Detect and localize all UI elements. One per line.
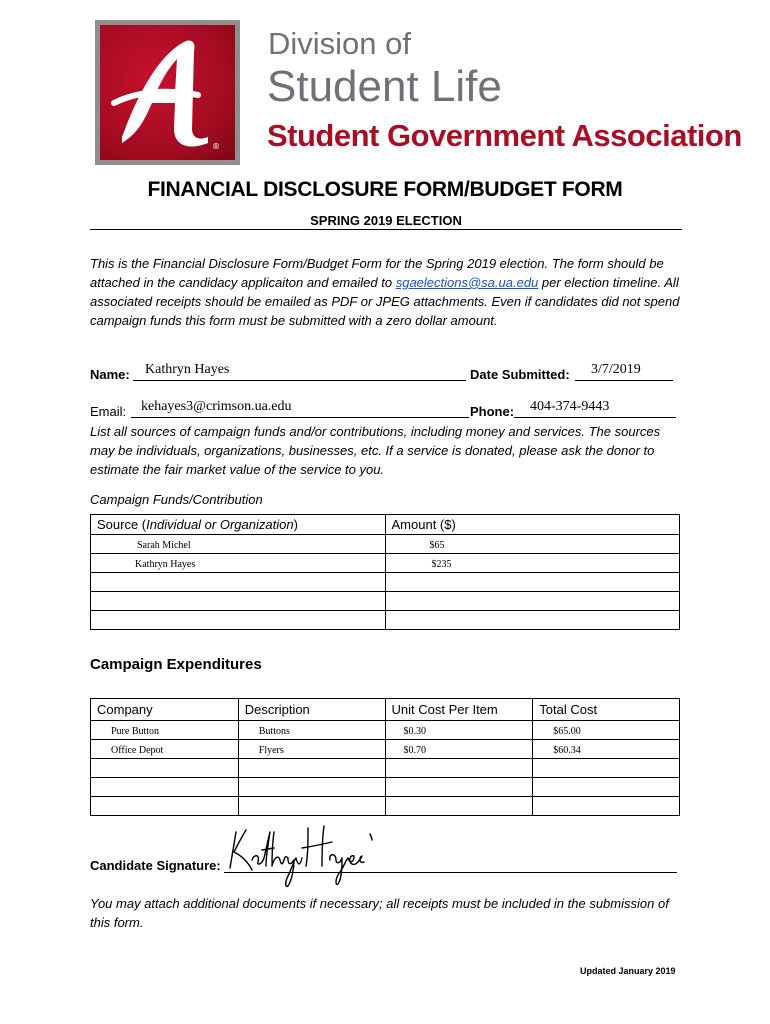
table-row	[91, 573, 680, 592]
source-header-italic: Individual or Organization	[146, 517, 294, 532]
total-cost-cell[interactable]	[533, 797, 680, 816]
table-row	[91, 759, 680, 778]
company-value: Office Depot	[111, 745, 164, 756]
unit-cost-cell[interactable]	[385, 759, 533, 778]
funds-header-row	[91, 515, 680, 535]
signature-label: Candidate Signature:	[90, 858, 221, 873]
phone-field[interactable]	[514, 399, 676, 418]
division-heading: Division of	[268, 26, 411, 61]
table-row	[91, 797, 680, 816]
source-cell[interactable]	[91, 592, 386, 611]
source-header-prefix: Source (	[97, 517, 147, 532]
description-value: Buttons	[258, 726, 290, 737]
unit-cost-cell[interactable]	[385, 721, 533, 740]
description-cell[interactable]	[238, 721, 385, 740]
expenditures-table	[90, 698, 680, 816]
date-submitted-label: Date Submitted:	[470, 367, 570, 382]
source-cell[interactable]	[91, 554, 386, 573]
election-email-link[interactable]: sgaelections@sa.ua.edu	[395, 275, 539, 290]
ua-logo	[95, 20, 240, 165]
unit-cost-cell[interactable]	[385, 797, 533, 816]
phone-value: 404-374-9443	[530, 399, 610, 414]
signature-field[interactable]	[224, 820, 677, 873]
description-cell[interactable]	[238, 778, 385, 797]
source-value: Sarah Michel	[137, 540, 191, 551]
student-life-heading: Student Life	[267, 62, 502, 111]
funds-table	[90, 514, 680, 630]
table-row	[91, 592, 680, 611]
total-cost-cell[interactable]	[533, 740, 680, 759]
source-cell[interactable]	[91, 535, 386, 554]
sga-heading: Student Government Association	[267, 118, 742, 153]
source-header-suffix: )	[293, 517, 298, 532]
intro-text-end: per election timeline. All associated receipts should be emailed as PDF or JPEG attachments. Even if candidates did not spend campaign funds this form must be submitted with a zero dollar amount.	[90, 275, 680, 328]
source-value: Kathryn Hayes	[135, 559, 196, 570]
company-cell[interactable]	[91, 778, 239, 797]
email-value: kehayes3@crimson.ua.edu	[141, 399, 292, 414]
handwritten-signature-icon	[224, 820, 384, 890]
attachments-note: You may attach additional documents if necessary; all receipts must be included in the submission of this form.	[90, 896, 669, 930]
source-column-header	[91, 515, 386, 535]
table-row	[91, 778, 680, 797]
amount-cell[interactable]	[385, 592, 679, 611]
email-label: Email:	[90, 404, 127, 419]
intro-text-start: This is the Financial Disclosure Form/Budget Form for the Spring 2019 election. The form should be attached in the candidacy applicaiton and emailed to	[90, 256, 664, 290]
expenditures-title: Campaign Expenditures	[90, 656, 262, 673]
table-row	[91, 554, 680, 573]
expenditures-header-row	[91, 699, 680, 721]
description-cell[interactable]	[238, 797, 385, 816]
company-column-header: Company	[91, 699, 239, 721]
table-row	[91, 721, 680, 740]
amount-column-header: Amount ($)	[385, 515, 679, 535]
table-row	[91, 535, 680, 554]
description-column-header: Description	[238, 699, 385, 721]
total-cost-cell[interactable]	[533, 721, 680, 740]
company-cell[interactable]	[91, 759, 239, 778]
sources-instructions: List all sources of campaign funds and/or contributions, including money and services. The sources may be individuals, organizations, businesses, etc. If a service is donated, please ask the donor to estimate the fair market value of the service to you.	[90, 424, 661, 477]
unit-cost-value: $0.30	[403, 726, 427, 737]
total-cost-cell[interactable]	[533, 778, 680, 797]
table-row	[91, 611, 680, 630]
email-field[interactable]	[131, 399, 469, 418]
date-submitted-value: 3/7/2019	[591, 362, 641, 377]
company-cell[interactable]	[91, 797, 239, 816]
phone-label: Phone:	[470, 404, 515, 419]
total-cost-column-header: Total Cost	[533, 699, 680, 721]
company-cell[interactable]	[91, 740, 239, 759]
description-value: Flyers	[258, 745, 284, 756]
unit-cost-cell[interactable]	[385, 778, 533, 797]
amount-value: $65	[429, 540, 445, 551]
amount-cell[interactable]	[385, 535, 679, 554]
description-cell[interactable]	[238, 759, 385, 778]
script-a-logo-icon	[108, 33, 228, 155]
unit-cost-cell[interactable]	[385, 740, 533, 759]
amount-cell[interactable]	[385, 554, 679, 573]
company-cell[interactable]	[91, 721, 239, 740]
name-field[interactable]	[133, 362, 466, 381]
amount-cell[interactable]	[385, 573, 679, 592]
form-title: FINANCIAL DISCLOSURE FORM/BUDGET FORM	[147, 178, 623, 201]
total-cost-value: $60.34	[553, 745, 581, 756]
date-submitted-field[interactable]	[575, 362, 673, 381]
table-row	[91, 740, 680, 759]
amount-value: $235	[431, 559, 452, 570]
company-value: Pure Button	[111, 726, 160, 737]
total-cost-cell[interactable]	[533, 759, 680, 778]
source-cell[interactable]	[91, 611, 386, 630]
unit-cost-value: $0.70	[403, 745, 427, 756]
description-cell[interactable]	[238, 740, 385, 759]
form-subtitle: SPRING 2019 ELECTION	[90, 212, 682, 230]
source-cell[interactable]	[91, 573, 386, 592]
svg-text:®: ®	[212, 142, 220, 151]
unit-cost-column-header: Unit Cost Per Item	[385, 699, 533, 721]
amount-cell[interactable]	[385, 611, 679, 630]
total-cost-value: $65.00	[553, 726, 581, 737]
name-value: Kathryn Hayes	[145, 362, 230, 377]
intro-paragraph	[90, 254, 685, 330]
updated-date: Updated January 2019	[580, 966, 676, 976]
name-label: Name:	[90, 367, 130, 382]
funds-caption: Campaign Funds/Contribution	[90, 492, 263, 507]
